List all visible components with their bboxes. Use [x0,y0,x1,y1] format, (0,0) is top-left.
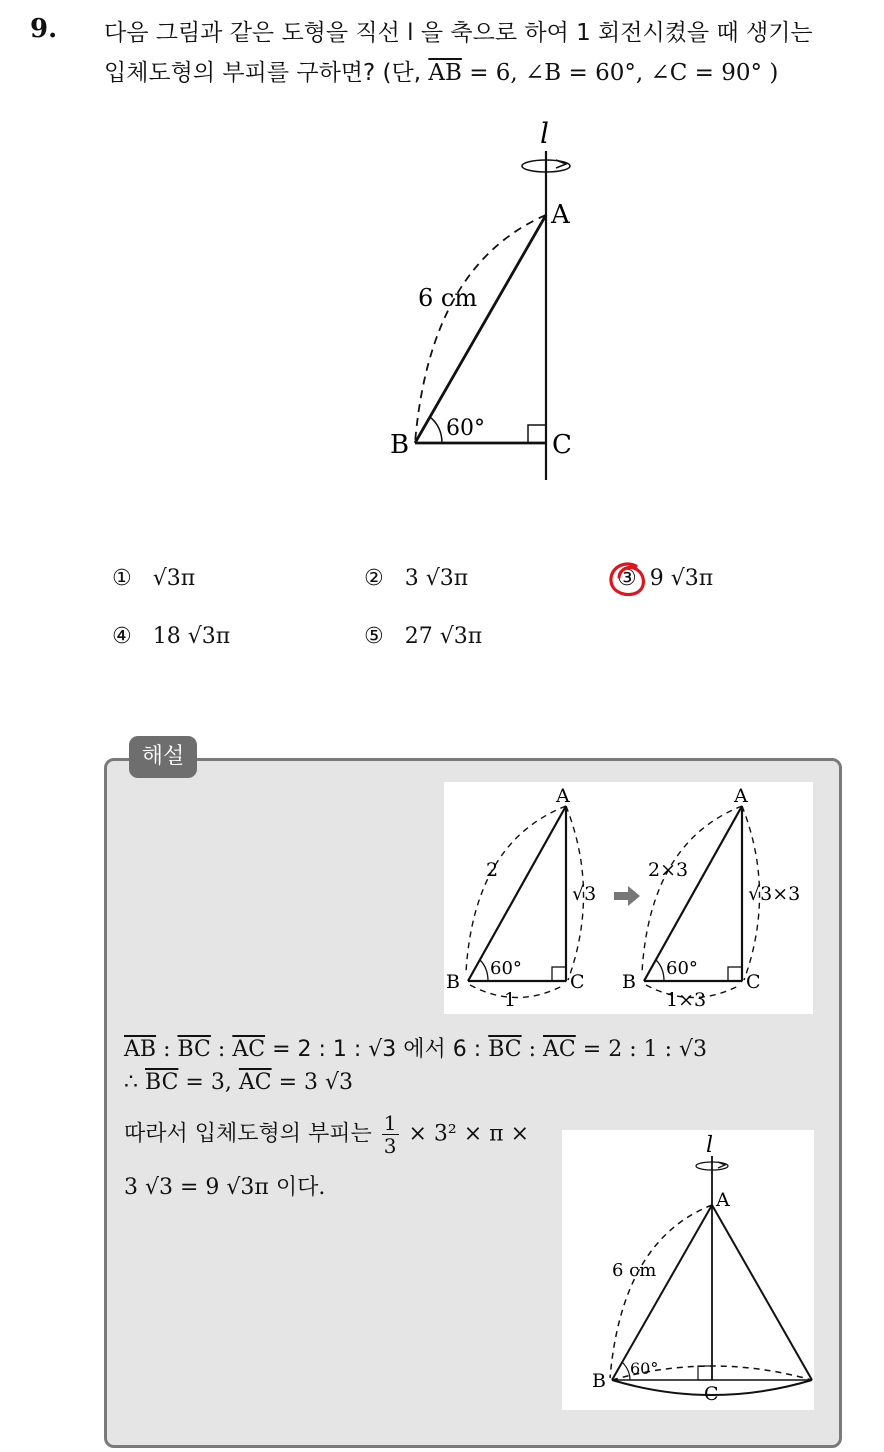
therefore-symbol: ∴ [124,1070,138,1095]
ratio-seg-bc: $\overline{BC}$ [177,1037,211,1062]
main-figure [380,115,590,490]
choice-4[interactable] [112,624,230,649]
choice-text: √3π [152,566,196,591]
right-vertex-b: B [622,971,636,993]
arrow-right-icon [614,886,640,906]
right-base-label: 1×3 [666,989,707,1011]
side-length-label: 6 cm [418,284,478,312]
solution-tag: 해설 [129,736,197,778]
cone-angle-label: 60° [630,1359,659,1378]
therefore-ac: $\overline{AC}$ [238,1070,272,1095]
ratio-line [124,1032,707,1063]
cone-vertex-b: B [592,1370,606,1392]
right-vertex-c: C [746,971,761,993]
left-vertex-a: A [556,785,570,807]
choice-number: ③ [617,566,637,591]
question-line2-suffix: = 6, ∠B = 60°, ∠C = 90° ) [469,60,779,86]
therefore-line [124,1070,353,1095]
rotation-arrowhead-icon [556,160,566,168]
cone-vertex-a: A [716,1189,730,1211]
right-angle-mark [528,425,546,443]
question-number: 9. [30,14,58,44]
volume-text-2: × 3² × π × [408,1121,530,1147]
right-vert-label: √3×3 [748,883,801,905]
vertex-c-label: C [552,430,572,460]
axis-label: l [540,117,549,150]
side-ab [415,215,546,443]
colon: : [163,1037,171,1062]
choice-number: ⑤ [364,624,384,649]
ratio-end-text: = 2 : 1 : √3 [582,1037,708,1062]
volume-text-1: 따라서 입체도형의 부피는 [124,1121,372,1147]
cone-right-side [712,1205,812,1380]
left-vertex-c: C [570,971,585,993]
question-text-line1: 다음 그림과 같은 도형을 직선 l 을 축으로 하여 1 회전시켰을 때 생기는 [104,20,813,46]
choice-text: 18 √3π [152,624,231,649]
cone-axis-label: l [706,1133,714,1158]
choice-number: ④ [112,624,132,649]
left-vert-label: √3 [572,883,597,905]
choice-number: ① [112,566,132,591]
cone-side-label: 6 cm [612,1260,657,1281]
question-text-line2 [104,54,778,87]
question-line2-prefix: 입체도형의 부피를 구하면? (단, [104,60,422,86]
colon: : [528,1037,537,1062]
selected-answer-circle-icon [606,560,650,600]
cone-vertex-c: C [704,1383,719,1405]
cone-left-side [612,1205,712,1380]
left-hyp-label: 2 [486,859,499,881]
choice-text: 27 √3π [404,624,483,649]
vertex-b-label: B [390,430,410,460]
therefore-bc: $\overline{BC}$ [145,1070,179,1095]
choice-text: 9 √3π [649,566,714,591]
choice-1[interactable] [112,566,195,591]
cone-figure [562,1130,814,1410]
cone-panel [562,1130,814,1410]
ratio-seg-ab: $\overline{AB}$ [124,1037,157,1062]
segment-ab: $\overline{AB}$ [428,60,462,86]
volume-line-1 [124,1112,529,1157]
ratio-middle-text: = 2 : 1 : √3 에서 6 : [272,1037,482,1062]
left-angle-label: 60° [490,958,522,979]
angle-label: 60° [446,416,485,441]
therefore-ac-value: = 3 √3 [278,1070,354,1095]
triangle-scaling-panel [444,782,813,1014]
therefore-bc-value: = 3, [185,1070,232,1095]
ratio-seg-bc-2: $\overline{BC}$ [488,1037,522,1062]
right-vertex-a: A [734,785,748,807]
right-angle-label: 60° [666,958,698,979]
volume-text-3: 3 √3 = 9 √3π 이다. [124,1175,326,1200]
right-hyp-label: 2×3 [648,859,689,881]
volume-line-2 [124,1170,325,1201]
fraction-numerator: 1 [383,1111,397,1135]
left-base-label: 1 [504,989,517,1011]
colon: : [217,1037,226,1062]
choice-number: ② [364,566,384,591]
choice-2[interactable] [364,566,468,591]
one-third-fraction [382,1112,399,1157]
choice-5[interactable] [364,624,482,649]
angle-arc [430,417,442,443]
choice-text: 3 √3π [404,566,469,591]
vertex-a-label: A [551,200,570,230]
fraction-denominator: 3 [383,1134,397,1158]
ratio-seg-ac: $\overline{AC}$ [232,1037,266,1062]
triangle-scaling-figure [444,782,813,1014]
ratio-seg-ac-2: $\overline{AC}$ [543,1037,576,1062]
left-vertex-b: B [446,971,460,993]
